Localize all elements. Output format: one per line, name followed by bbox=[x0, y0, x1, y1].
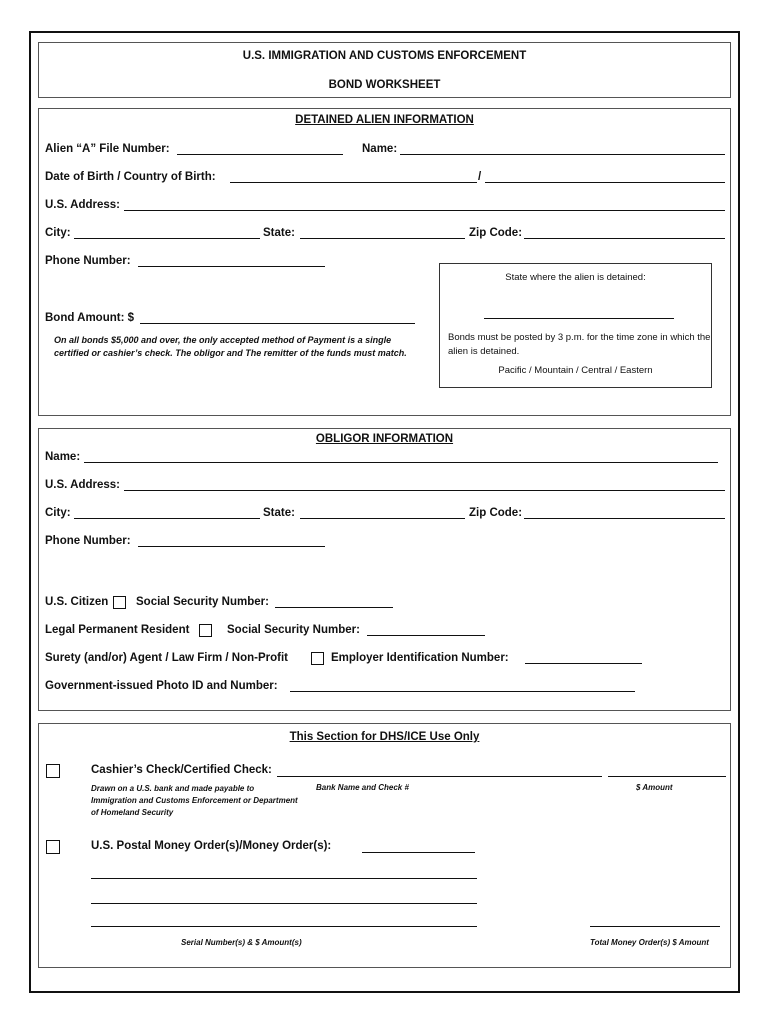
citizen-ssn-field[interactable] bbox=[275, 607, 393, 608]
lpr-label: Legal Permanent Resident bbox=[45, 624, 190, 636]
citizen-ssn-label: Social Security Number: bbox=[136, 596, 269, 608]
money-order-field[interactable] bbox=[362, 852, 475, 853]
check-amount-field[interactable] bbox=[608, 776, 726, 777]
dob-separator: / bbox=[478, 171, 482, 183]
us-citizen-checkbox[interactable] bbox=[113, 596, 126, 609]
alien-city-label: City: bbox=[45, 227, 71, 239]
bond-payment-note: On all bonds $5,000 and over, the only accepted method of Payment is a single certified or cashier’s check. The obligor and The remitter of the funds must match. bbox=[54, 335, 407, 358]
obligor-city-label: City: bbox=[45, 507, 71, 519]
obligor-zip-label: Zip Code: bbox=[469, 507, 523, 519]
alien-city-field[interactable] bbox=[74, 238, 260, 239]
lpr-checkbox[interactable] bbox=[199, 624, 212, 637]
obligor-city-field[interactable] bbox=[74, 518, 260, 519]
serial-line-3[interactable] bbox=[91, 926, 477, 927]
obligor-name-label: Name: bbox=[45, 451, 81, 463]
bond-amount-label: Bond Amount: $ bbox=[45, 312, 135, 324]
serial-caption: Serial Number(s) & $ Amount(s) bbox=[181, 938, 302, 947]
alien-address-label: U.S. Address: bbox=[45, 199, 120, 211]
lpr-ssn-label: Social Security Number: bbox=[227, 624, 360, 636]
alien-heading: DETAINED ALIEN INFORMATION bbox=[295, 114, 474, 126]
obligor-phone-field[interactable] bbox=[138, 546, 325, 547]
obligor-section bbox=[38, 428, 731, 711]
obligor-zip-field[interactable] bbox=[524, 518, 725, 519]
alien-phone-label: Phone Number: bbox=[45, 255, 131, 267]
alien-phone-field[interactable] bbox=[138, 266, 325, 267]
detention-state-title: State where the alien is detained: bbox=[505, 272, 646, 283]
bank-check-field[interactable] bbox=[277, 776, 602, 777]
alien-state-label: State: bbox=[263, 227, 295, 239]
alien-name-field[interactable] bbox=[400, 154, 725, 155]
serial-line-1[interactable] bbox=[91, 878, 477, 879]
cashier-check-note: Drawn on a U.S. bank and made payable to Immigration and Customs Enforcement or Department of Homeland Security bbox=[91, 784, 298, 817]
alien-zip-field[interactable] bbox=[524, 238, 725, 239]
detention-state-field[interactable] bbox=[484, 318, 674, 319]
obligor-address-label: U.S. Address: bbox=[45, 479, 120, 491]
cashier-check-label: Cashier’s Check/Certified Check: bbox=[91, 764, 272, 776]
ein-field[interactable] bbox=[525, 663, 642, 664]
money-order-label: U.S. Postal Money Order(s)/Money Order(s): bbox=[91, 840, 332, 852]
bank-name-caption: Bank Name and Check # bbox=[316, 783, 409, 792]
surety-label: Surety (and/or) Agent / Law Firm / Non-Profit bbox=[45, 652, 288, 664]
alien-state-field[interactable] bbox=[300, 238, 465, 239]
surety-checkbox[interactable] bbox=[311, 652, 324, 665]
total-caption: Total Money Order(s) $ Amount bbox=[590, 938, 709, 947]
lpr-ssn-field[interactable] bbox=[367, 635, 485, 636]
alien-zip-label: Zip Code: bbox=[469, 227, 523, 239]
dhs-heading: This Section for DHS/ICE Use Only bbox=[289, 731, 480, 743]
alien-address-field[interactable] bbox=[124, 210, 725, 211]
money-order-checkbox[interactable] bbox=[46, 840, 60, 854]
check-amount-caption: $ Amount bbox=[636, 783, 673, 792]
posting-deadline-note: Bonds must be posted by 3 p.m. for the time zone in which the alien is detained. bbox=[448, 332, 711, 357]
photo-id-label: Government-issued Photo ID and Number: bbox=[45, 680, 278, 692]
obligor-state-label: State: bbox=[263, 507, 295, 519]
a-file-field[interactable] bbox=[177, 154, 343, 155]
photo-id-field[interactable] bbox=[290, 691, 635, 692]
bond-amount-field[interactable] bbox=[140, 323, 415, 324]
obligor-phone-label: Phone Number: bbox=[45, 535, 131, 547]
obligor-address-field[interactable] bbox=[124, 490, 725, 491]
serial-line-2[interactable] bbox=[91, 903, 477, 904]
time-zones: Pacific / Mountain / Central / Eastern bbox=[498, 365, 653, 376]
agency-title: U.S. IMMIGRATION AND CUSTOMS ENFORCEMENT bbox=[242, 50, 527, 62]
obligor-name-field[interactable] bbox=[84, 462, 718, 463]
obligor-state-field[interactable] bbox=[300, 518, 465, 519]
form-title: BOND WORKSHEET bbox=[328, 79, 441, 91]
dob-label: Date of Birth / Country of Birth: bbox=[45, 171, 216, 183]
ein-label: Employer Identification Number: bbox=[331, 652, 509, 664]
cashier-check-checkbox[interactable] bbox=[46, 764, 60, 778]
total-amount-field[interactable] bbox=[590, 926, 720, 927]
country-of-birth-field[interactable] bbox=[485, 182, 725, 183]
alien-name-label: Name: bbox=[362, 143, 398, 155]
obligor-heading: OBLIGOR INFORMATION bbox=[315, 433, 454, 445]
us-citizen-label: U.S. Citizen bbox=[45, 596, 109, 608]
a-file-label: Alien “A” File Number: bbox=[45, 143, 170, 155]
dob-field[interactable] bbox=[230, 182, 477, 183]
